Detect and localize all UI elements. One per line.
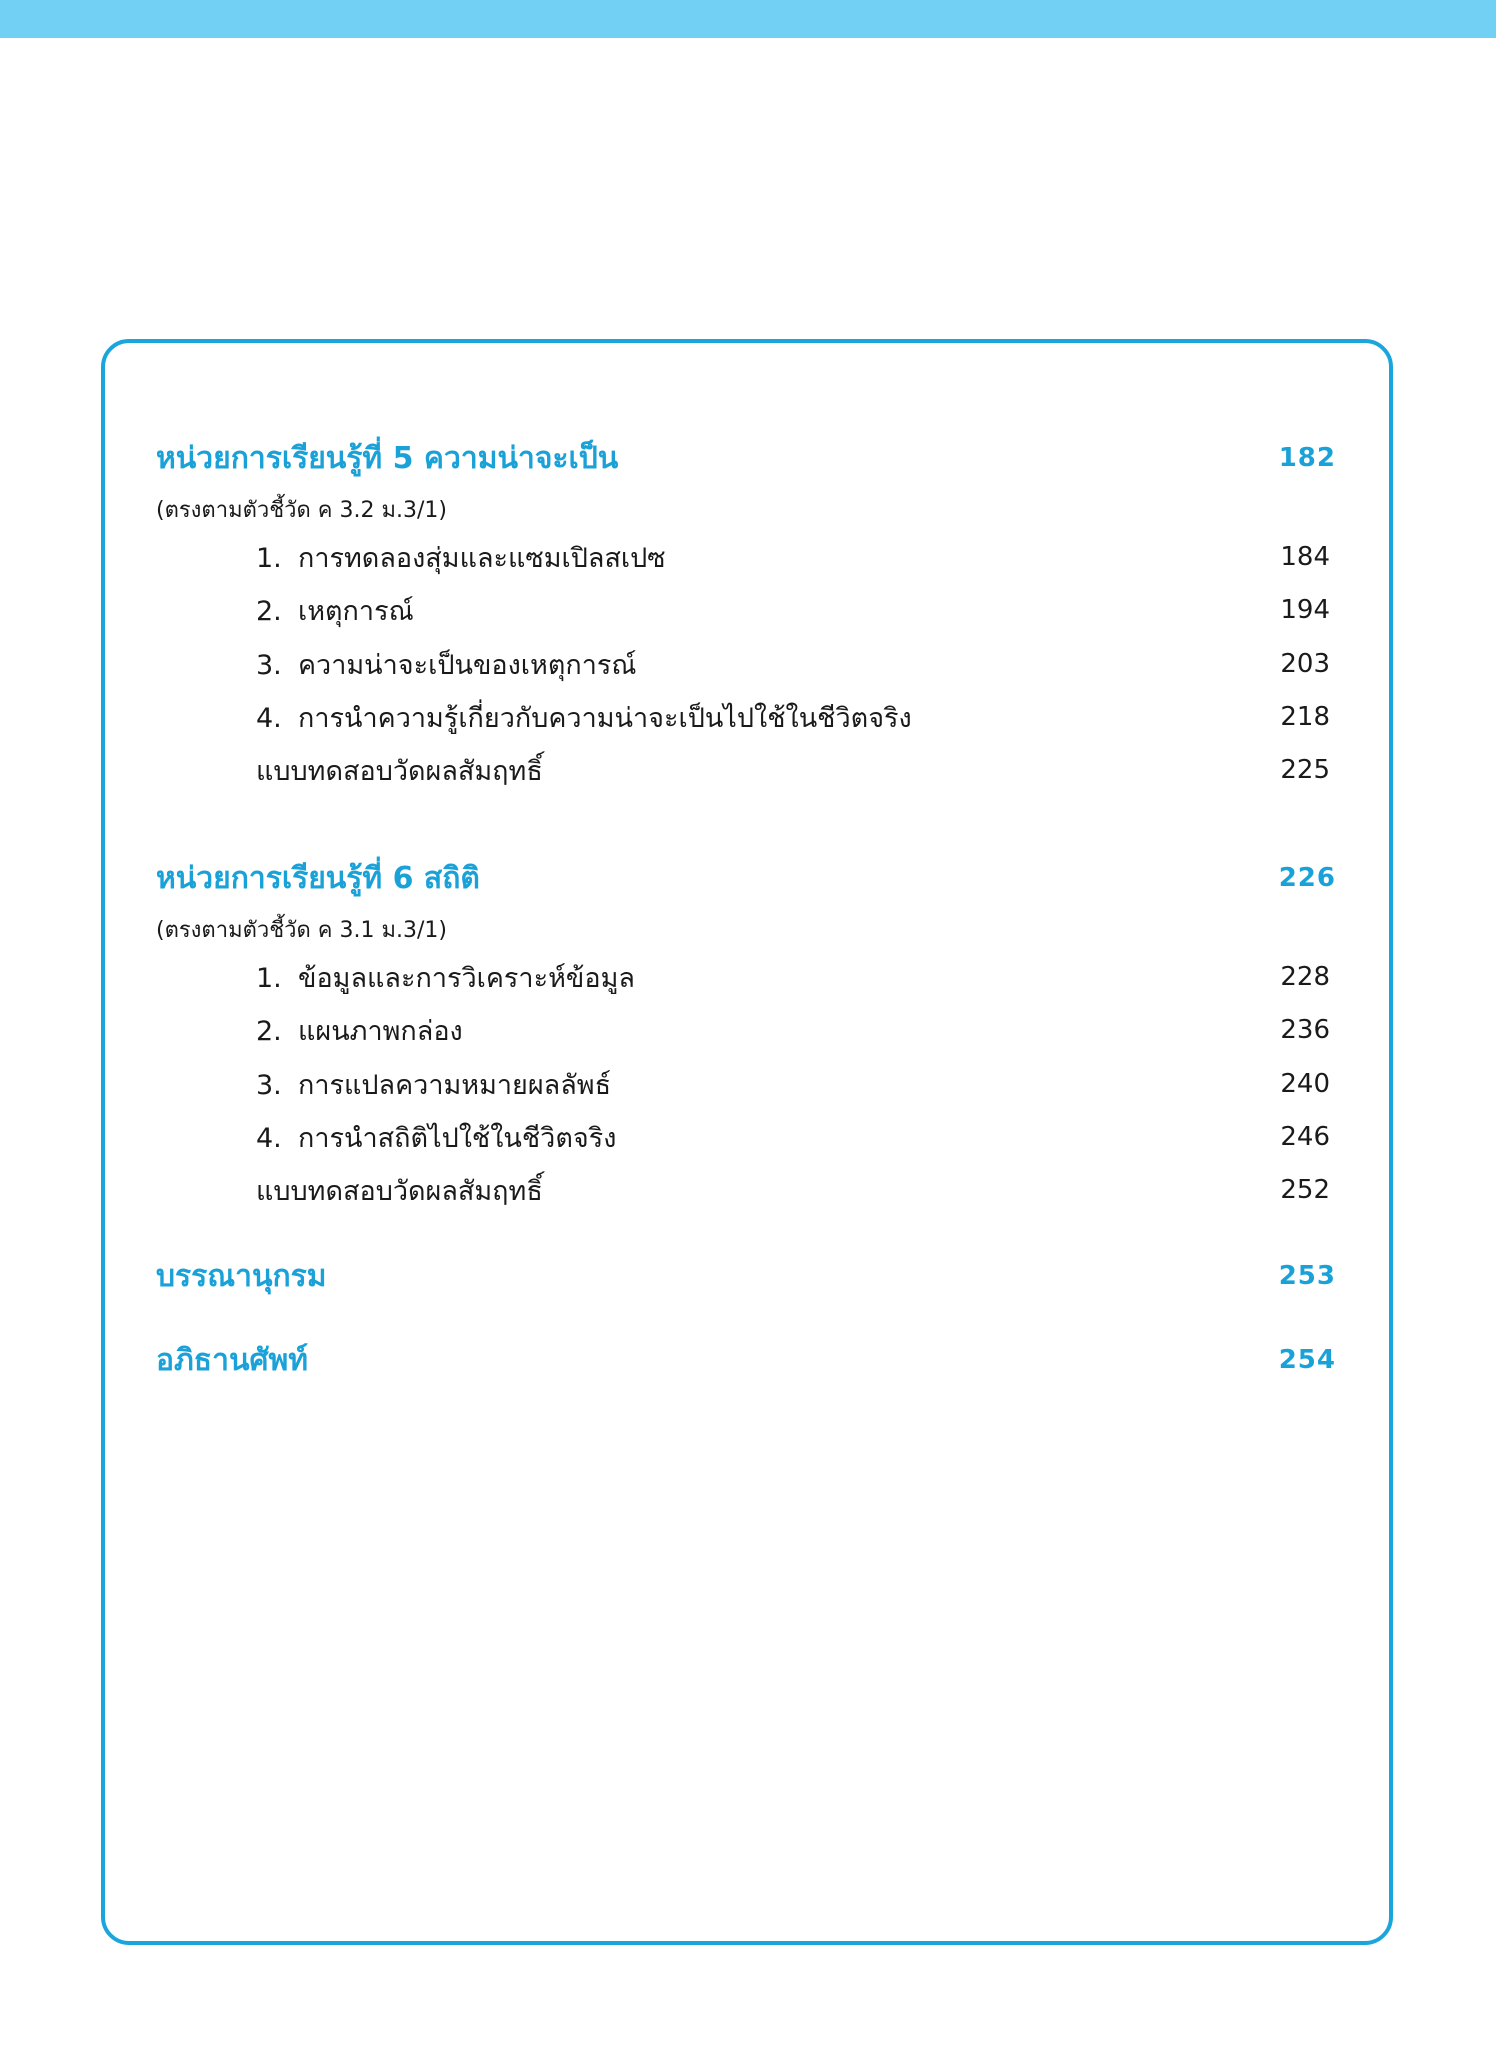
glossary-title: อภิธานศัพท์ [156,1342,309,1378]
entry-title: การทดลองสุ่มและแซมเปิลสเปซ [298,542,666,574]
unit-6-entry-test[interactable] [256,1168,1330,1212]
entry-label [256,589,414,632]
entry-title: การแปลความหมายผลลัพธ์ [298,1069,612,1101]
unit-5-entry-4[interactable] [256,695,1330,739]
entry-number: 1. [256,542,282,574]
entry-page: 203 [1280,649,1330,679]
entry-page: 194 [1280,595,1330,625]
entry-number: 4. [256,702,282,734]
bibliography-title: บรรณานุกรม [156,1258,327,1294]
unit-6-entry-2[interactable] [256,1008,1330,1052]
unit-5-entry-2[interactable] [256,588,1330,632]
entry-title: เหตุการณ์ [298,595,414,627]
unit-5-entry-3[interactable] [256,642,1330,686]
entry-title: ความน่าจะเป็นของเหตุการณ์ [298,649,637,681]
entry-number: 3. [256,649,282,681]
unit-5-entry-test[interactable] [256,748,1330,792]
entry-number: 1. [256,962,282,994]
bibliography-heading[interactable] [156,1254,1336,1298]
unit-5-indicator-note: (ตรงตามตัวชี้วัด ค 3.2 ม.3/1) [156,498,447,523]
unit-6-page: 226 [1278,863,1336,893]
entry-page: 218 [1280,702,1330,732]
entry-number: 2. [256,595,282,627]
entry-title: การนำสถิติไปใช้ในชีวิตจริง [298,1122,617,1154]
glossary-page: 254 [1278,1345,1336,1375]
entry-label [256,536,666,579]
entry-label [256,696,912,739]
entry-number: 2. [256,1015,282,1047]
entry-page: 252 [1280,1175,1330,1205]
entry-label [256,643,636,686]
entry-page: 240 [1280,1069,1330,1099]
unit-6-heading[interactable] [156,856,1336,900]
top-color-band [0,0,1496,38]
unit-5-entry-1[interactable] [256,535,1330,579]
entry-title: ข้อมูลและการวิเคราะห์ข้อมูล [298,962,635,994]
unit-6-entry-3[interactable] [256,1062,1330,1106]
unit-6-entry-1[interactable] [256,955,1330,999]
entry-label [256,1063,611,1106]
entry-label [256,1009,463,1052]
entry-page: 228 [1280,962,1330,992]
entry-number: 3. [256,1069,282,1101]
entry-title: การนำความรู้เกี่ยวกับความน่าจะเป็นไปใช้ในชีวิตจริง [298,702,912,734]
entry-title: แบบทดสอบวัดผลสัมฤทธิ์ [256,1175,543,1207]
entry-label [256,956,635,999]
entry-page: 225 [1280,755,1330,785]
entry-label [256,1116,616,1159]
unit-5-title: หน่วยการเรียนรู้ที่ 5 ความน่าจะเป็น [156,440,619,476]
entry-title: แบบทดสอบวัดผลสัมฤทธิ์ [256,755,543,787]
bibliography-page: 253 [1278,1261,1336,1291]
unit-6-title: หน่วยการเรียนรู้ที่ 6 สถิติ [156,860,480,896]
entry-page: 184 [1280,542,1330,572]
unit-6-indicator-note: (ตรงตามตัวชี้วัด ค 3.1 ม.3/1) [156,918,447,943]
entry-page: 236 [1280,1015,1330,1045]
unit-6-entry-4[interactable] [256,1115,1330,1159]
unit-5-page: 182 [1278,443,1336,473]
glossary-heading[interactable] [156,1338,1336,1382]
entry-number: 4. [256,1122,282,1154]
unit-5-heading[interactable] [156,436,1336,480]
entry-page: 246 [1280,1122,1330,1152]
entry-title: แผนภาพกล่อง [298,1015,463,1047]
